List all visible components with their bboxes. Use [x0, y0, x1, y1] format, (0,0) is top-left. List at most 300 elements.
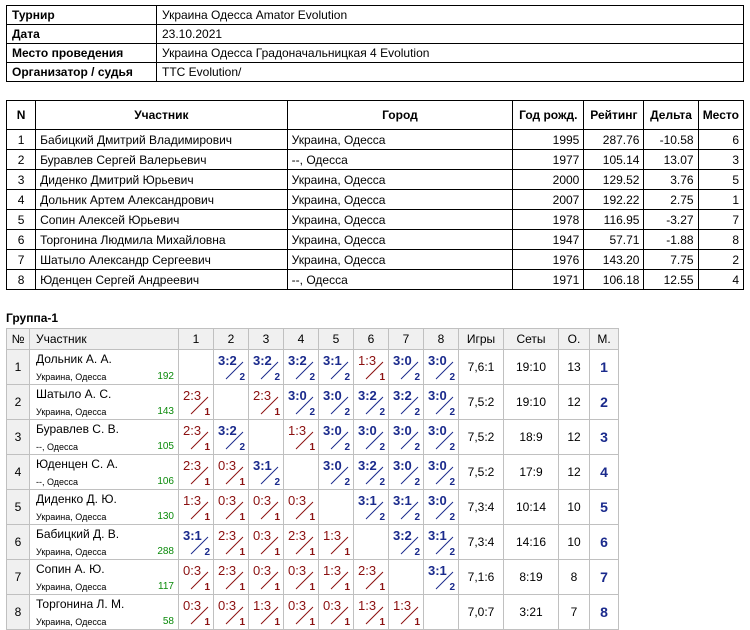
- match-points: 1: [309, 617, 315, 628]
- match-score: 0:3: [253, 493, 272, 508]
- grid-player-cell: [30, 490, 179, 525]
- match-points: 1: [344, 617, 350, 628]
- match-score: 3:1: [428, 528, 447, 543]
- match-score: 3:2: [218, 423, 237, 438]
- tournament-info-table: [6, 5, 744, 82]
- participant-place: 6: [698, 130, 743, 150]
- header-delta: Дельта: [644, 101, 698, 130]
- grid-row: [7, 385, 619, 420]
- match-result-cell: [389, 455, 424, 490]
- match-points: 2: [449, 407, 455, 418]
- match-result-cell: [319, 455, 354, 490]
- grid-player-city: Украина, Одесса: [36, 547, 107, 557]
- info-value: Украина Одесса Градоначальницкая 4 Evolution: [157, 44, 744, 63]
- match-points: 2: [239, 442, 245, 453]
- match-points: 2: [414, 407, 420, 418]
- match-score: 3:0: [428, 353, 447, 368]
- match-result-cell: [179, 595, 214, 630]
- participant-row: [7, 130, 744, 150]
- grid-header-opponent: 1: [179, 329, 214, 350]
- grid-row-number: 4: [7, 455, 30, 490]
- match-points: 2: [379, 512, 385, 523]
- match-points: 1: [204, 477, 210, 488]
- grid-row: [7, 525, 619, 560]
- participant-place: 2: [698, 250, 743, 270]
- match-score: 3:2: [393, 528, 412, 543]
- grid-player-cell: [30, 525, 179, 560]
- match-points: 1: [379, 617, 385, 628]
- grid-row-number: 7: [7, 560, 30, 595]
- participant-row: [7, 170, 744, 190]
- match-result-cell: [179, 490, 214, 525]
- grid-player-rating: 192: [157, 371, 174, 382]
- match-result-cell: [424, 385, 459, 420]
- match-score: 3:0: [393, 458, 412, 473]
- match-score: 3:2: [358, 388, 377, 403]
- match-score: 3:2: [218, 353, 237, 368]
- grid-games: 7,5:2: [459, 420, 504, 455]
- match-points: 1: [239, 512, 245, 523]
- grid-player-cell: [30, 385, 179, 420]
- participant-city: --, Одесса: [287, 270, 513, 290]
- grid-player-name: Диденко Д. Ю.: [36, 492, 117, 506]
- participant-place: 8: [698, 230, 743, 250]
- grid-player-city: Украина, Одесса: [36, 512, 107, 522]
- match-points: 2: [414, 372, 420, 383]
- participants-header-row: [7, 101, 744, 130]
- match-score: 0:3: [218, 598, 237, 613]
- grid-header-opponent: 4: [284, 329, 319, 350]
- match-points: 1: [204, 442, 210, 453]
- match-score: 1:3: [358, 353, 377, 368]
- match-score: 3:2: [358, 458, 377, 473]
- grid-points: 10: [559, 490, 590, 525]
- grid-header-opponent: 7: [389, 329, 424, 350]
- match-score: 2:3: [218, 563, 237, 578]
- match-score: 2:3: [288, 528, 307, 543]
- grid-sets: 18:9: [504, 420, 559, 455]
- participant-row: [7, 270, 744, 290]
- match-points: 2: [449, 442, 455, 453]
- grid-games: 7,5:2: [459, 385, 504, 420]
- grid-place: 8: [590, 595, 619, 630]
- participant-rating: 106.18: [584, 270, 644, 290]
- match-points: 1: [309, 442, 315, 453]
- match-result-cell: [284, 595, 319, 630]
- grid-header-opponent: 5: [319, 329, 354, 350]
- participant-delta: 3.76: [644, 170, 698, 190]
- participant-city: Украина, Одесса: [287, 170, 513, 190]
- participants-table: [6, 100, 744, 290]
- participant-rating: 105.14: [584, 150, 644, 170]
- grid-place: 4: [590, 455, 619, 490]
- match-score: 3:0: [323, 458, 342, 473]
- match-points: 2: [449, 512, 455, 523]
- match-points: 1: [274, 582, 280, 593]
- grid-player-city: Украина, Одесса: [36, 407, 107, 417]
- match-score: 3:2: [253, 353, 272, 368]
- info-key: Дата: [7, 25, 157, 44]
- header-city: Город: [287, 101, 513, 130]
- grid-row: [7, 560, 619, 595]
- match-points: 1: [379, 372, 385, 383]
- match-result-cell: [354, 595, 389, 630]
- info-row: [7, 6, 744, 25]
- match-score: 1:3: [288, 423, 307, 438]
- grid-player-name: Торгонина Л. М.: [36, 597, 125, 611]
- match-points: 1: [344, 582, 350, 593]
- participant-birth-year: 1978: [513, 210, 584, 230]
- participant-name: Сопин Алексей Юрьевич: [36, 210, 288, 230]
- match-score: 3:2: [288, 353, 307, 368]
- match-score: 1:3: [253, 598, 272, 613]
- match-score: 0:3: [288, 563, 307, 578]
- match-result-cell: [319, 560, 354, 595]
- grid-self-cell: [319, 490, 354, 525]
- match-result-cell: [179, 560, 214, 595]
- match-score: 0:3: [183, 598, 202, 613]
- grid-player-name: Юденцен С. А.: [36, 457, 118, 471]
- grid-player-rating: 106: [157, 476, 174, 487]
- grid-place: 2: [590, 385, 619, 420]
- grid-row-number: 6: [7, 525, 30, 560]
- grid-sets: 19:10: [504, 350, 559, 385]
- participant-delta: 13.07: [644, 150, 698, 170]
- participant-number: 2: [7, 150, 36, 170]
- participant-name: Дольник Артем Александрович: [36, 190, 288, 210]
- grid-player-cell: [30, 595, 179, 630]
- match-score: 0:3: [323, 598, 342, 613]
- grid-place: 1: [590, 350, 619, 385]
- match-result-cell: [424, 490, 459, 525]
- match-score: 2:3: [183, 423, 202, 438]
- participant-delta: -3.27: [644, 210, 698, 230]
- participant-name: Бабицкий Дмитрий Владимирович: [36, 130, 288, 150]
- match-points: 2: [204, 547, 210, 558]
- match-result-cell: [319, 385, 354, 420]
- match-score: 2:3: [358, 563, 377, 578]
- info-row: [7, 44, 744, 63]
- match-score: 3:1: [183, 528, 202, 543]
- participant-city: Украина, Одесса: [287, 210, 513, 230]
- match-score: 3:0: [358, 423, 377, 438]
- grid-row-number: 5: [7, 490, 30, 525]
- match-score: 3:1: [253, 458, 272, 473]
- match-points: 2: [239, 372, 245, 383]
- match-score: 3:0: [288, 388, 307, 403]
- grid-points: 13: [559, 350, 590, 385]
- grid-player-cell: [30, 455, 179, 490]
- grid-place: 5: [590, 490, 619, 525]
- participant-rating: 192.22: [584, 190, 644, 210]
- match-result-cell: [179, 385, 214, 420]
- match-points: 2: [379, 442, 385, 453]
- match-points: 2: [274, 372, 280, 383]
- match-points: 2: [449, 477, 455, 488]
- grid-self-cell: [424, 595, 459, 630]
- match-score: 2:3: [253, 388, 272, 403]
- participant-name: Шатыло Александр Сергеевич: [36, 250, 288, 270]
- participant-name: Торгонина Людмила Михайловна: [36, 230, 288, 250]
- grid-player-cell: [30, 420, 179, 455]
- grid-row: [7, 350, 619, 385]
- info-key: Организатор / судья: [7, 63, 157, 82]
- grid-header-opponent: 2: [214, 329, 249, 350]
- match-result-cell: [389, 595, 424, 630]
- match-score: 1:3: [323, 563, 342, 578]
- match-points: 1: [239, 477, 245, 488]
- participant-row: [7, 250, 744, 270]
- grid-player-name: Шатыло А. С.: [36, 387, 112, 401]
- grid-player-city: Украина, Одесса: [36, 617, 107, 627]
- participant-number: 8: [7, 270, 36, 290]
- match-score: 3:1: [358, 493, 377, 508]
- match-points: 2: [309, 407, 315, 418]
- grid-self-cell: [249, 420, 284, 455]
- match-result-cell: [249, 455, 284, 490]
- info-key: Место проведения: [7, 44, 157, 63]
- grid-header-sets: Сеты: [504, 329, 559, 350]
- grid-row: [7, 420, 619, 455]
- participant-birth-year: 1977: [513, 150, 584, 170]
- match-score: 3:0: [323, 388, 342, 403]
- grid-player-cell: [30, 350, 179, 385]
- match-points: 2: [414, 442, 420, 453]
- match-result-cell: [424, 560, 459, 595]
- match-result-cell: [354, 455, 389, 490]
- match-result-cell: [249, 560, 284, 595]
- grid-header-opponent: 6: [354, 329, 389, 350]
- match-points: 2: [449, 582, 455, 593]
- match-result-cell: [284, 350, 319, 385]
- match-result-cell: [179, 455, 214, 490]
- match-result-cell: [389, 490, 424, 525]
- match-result-cell: [319, 420, 354, 455]
- match-score: 0:3: [253, 563, 272, 578]
- grid-sets: 19:10: [504, 385, 559, 420]
- participant-birth-year: 2007: [513, 190, 584, 210]
- match-score: 3:1: [323, 353, 342, 368]
- match-points: 2: [344, 477, 350, 488]
- info-value: Украина Одесса Amator Evolution: [157, 6, 744, 25]
- match-points: 1: [274, 547, 280, 558]
- participant-city: Украина, Одесса: [287, 190, 513, 210]
- grid-player-city: --, Одесса: [36, 477, 79, 487]
- match-points: 2: [449, 547, 455, 558]
- match-result-cell: [389, 350, 424, 385]
- participant-rating: 129.52: [584, 170, 644, 190]
- match-points: 1: [204, 512, 210, 523]
- match-points: 2: [414, 547, 420, 558]
- info-value: TTC Evolution/: [157, 63, 744, 82]
- grid-self-cell: [354, 525, 389, 560]
- match-result-cell: [424, 455, 459, 490]
- participant-place: 5: [698, 170, 743, 190]
- grid-points: 12: [559, 455, 590, 490]
- match-points: 2: [344, 442, 350, 453]
- grid-games: 7,3:4: [459, 525, 504, 560]
- match-points: 1: [309, 512, 315, 523]
- grid-games: 7,3:4: [459, 490, 504, 525]
- match-result-cell: [214, 595, 249, 630]
- match-points: 1: [204, 617, 210, 628]
- match-result-cell: [424, 525, 459, 560]
- match-result-cell: [214, 490, 249, 525]
- grid-player-name: Буравлев С. В.: [36, 422, 119, 436]
- match-result-cell: [424, 350, 459, 385]
- match-score: 2:3: [183, 458, 202, 473]
- grid-games: 7,6:1: [459, 350, 504, 385]
- grid-row-number: 1: [7, 350, 30, 385]
- participant-row: [7, 190, 744, 210]
- match-score: 3:0: [393, 423, 412, 438]
- grid-header-num: №: [7, 329, 30, 350]
- grid-points: 10: [559, 525, 590, 560]
- participant-city: Украина, Одесса: [287, 250, 513, 270]
- participant-number: 4: [7, 190, 36, 210]
- match-result-cell: [319, 595, 354, 630]
- match-result-cell: [249, 525, 284, 560]
- match-score: 1:3: [358, 598, 377, 613]
- grid-row-number: 8: [7, 595, 30, 630]
- grid-games: 7,1:6: [459, 560, 504, 595]
- participant-birth-year: 1971: [513, 270, 584, 290]
- match-result-cell: [389, 385, 424, 420]
- grid-player-name: Бабицкий Д. В.: [36, 527, 120, 541]
- participant-birth-year: 2000: [513, 170, 584, 190]
- match-points: 2: [344, 372, 350, 383]
- participant-delta: -10.58: [644, 130, 698, 150]
- grid-player-name: Сопин А. Ю.: [36, 562, 105, 576]
- grid-player-rating: 288: [157, 546, 174, 557]
- participant-birth-year: 1995: [513, 130, 584, 150]
- match-result-cell: [179, 525, 214, 560]
- grid-sets: 17:9: [504, 455, 559, 490]
- grid-player-rating: 58: [162, 616, 174, 627]
- match-points: 1: [239, 547, 245, 558]
- grid-player-rating: 130: [157, 511, 174, 522]
- match-score: 0:3: [288, 493, 307, 508]
- group-results-grid: [6, 328, 619, 630]
- grid-place: 7: [590, 560, 619, 595]
- header-birth-year: Год рожд.: [513, 101, 584, 130]
- participant-place: 3: [698, 150, 743, 170]
- info-value: 23.10.2021: [157, 25, 744, 44]
- grid-games: 7,0:7: [459, 595, 504, 630]
- match-score: 2:3: [218, 528, 237, 543]
- grid-self-cell: [389, 560, 424, 595]
- match-result-cell: [354, 385, 389, 420]
- grid-self-cell: [284, 455, 319, 490]
- grid-place: 3: [590, 420, 619, 455]
- match-points: 1: [204, 407, 210, 418]
- match-result-cell: [249, 385, 284, 420]
- participant-delta: 7.75: [644, 250, 698, 270]
- match-result-cell: [214, 455, 249, 490]
- grid-row: [7, 455, 619, 490]
- participant-birth-year: 1947: [513, 230, 584, 250]
- match-score: 3:0: [428, 388, 447, 403]
- grid-row-number: 3: [7, 420, 30, 455]
- grid-header-row: [7, 329, 619, 350]
- match-result-cell: [214, 350, 249, 385]
- match-score: 0:3: [218, 458, 237, 473]
- match-result-cell: [214, 525, 249, 560]
- match-points: 2: [449, 372, 455, 383]
- match-points: 1: [309, 547, 315, 558]
- participant-delta: -1.88: [644, 230, 698, 250]
- grid-self-cell: [179, 350, 214, 385]
- match-result-cell: [249, 350, 284, 385]
- match-score: 0:3: [288, 598, 307, 613]
- match-result-cell: [354, 420, 389, 455]
- grid-header-games: Игры: [459, 329, 504, 350]
- match-score: 0:3: [218, 493, 237, 508]
- participant-row: [7, 230, 744, 250]
- match-result-cell: [354, 490, 389, 525]
- match-result-cell: [214, 560, 249, 595]
- match-score: 3:1: [393, 493, 412, 508]
- match-score: 3:0: [428, 493, 447, 508]
- participant-number: 5: [7, 210, 36, 230]
- match-result-cell: [319, 350, 354, 385]
- match-result-cell: [354, 350, 389, 385]
- match-score: 1:3: [393, 598, 412, 613]
- header-n: N: [7, 101, 36, 130]
- participant-place: 7: [698, 210, 743, 230]
- match-points: 2: [344, 407, 350, 418]
- header-participant: Участник: [36, 101, 288, 130]
- match-points: 2: [274, 477, 280, 488]
- match-score: 3:2: [393, 388, 412, 403]
- match-points: 1: [414, 617, 420, 628]
- match-points: 1: [239, 582, 245, 593]
- grid-points: 7: [559, 595, 590, 630]
- match-score: 1:3: [183, 493, 202, 508]
- match-score: 3:0: [393, 353, 412, 368]
- participant-name: Диденко Дмитрий Юрьевич: [36, 170, 288, 190]
- match-points: 2: [414, 477, 420, 488]
- match-points: 2: [309, 372, 315, 383]
- grid-player-name: Дольник А. А.: [36, 352, 112, 366]
- participant-delta: 12.55: [644, 270, 698, 290]
- match-score: 3:1: [428, 563, 447, 578]
- grid-header-opponent: 3: [249, 329, 284, 350]
- grid-sets: 14:16: [504, 525, 559, 560]
- grid-points: 12: [559, 385, 590, 420]
- match-points: 1: [204, 582, 210, 593]
- match-result-cell: [214, 420, 249, 455]
- grid-player-rating: 117: [158, 581, 174, 592]
- match-result-cell: [179, 420, 214, 455]
- participant-number: 1: [7, 130, 36, 150]
- info-row: [7, 63, 744, 82]
- grid-sets: 3:21: [504, 595, 559, 630]
- participant-place: 4: [698, 270, 743, 290]
- match-result-cell: [284, 490, 319, 525]
- participant-city: Украина, Одесса: [287, 130, 513, 150]
- group-title: Группа-1: [6, 311, 59, 325]
- participant-rating: 57.71: [584, 230, 644, 250]
- grid-points: 12: [559, 420, 590, 455]
- grid-row: [7, 595, 619, 630]
- grid-player-cell: [30, 560, 179, 595]
- grid-self-cell: [214, 385, 249, 420]
- participant-number: 7: [7, 250, 36, 270]
- participant-birth-year: 1976: [513, 250, 584, 270]
- match-result-cell: [354, 560, 389, 595]
- match-points: 1: [274, 407, 280, 418]
